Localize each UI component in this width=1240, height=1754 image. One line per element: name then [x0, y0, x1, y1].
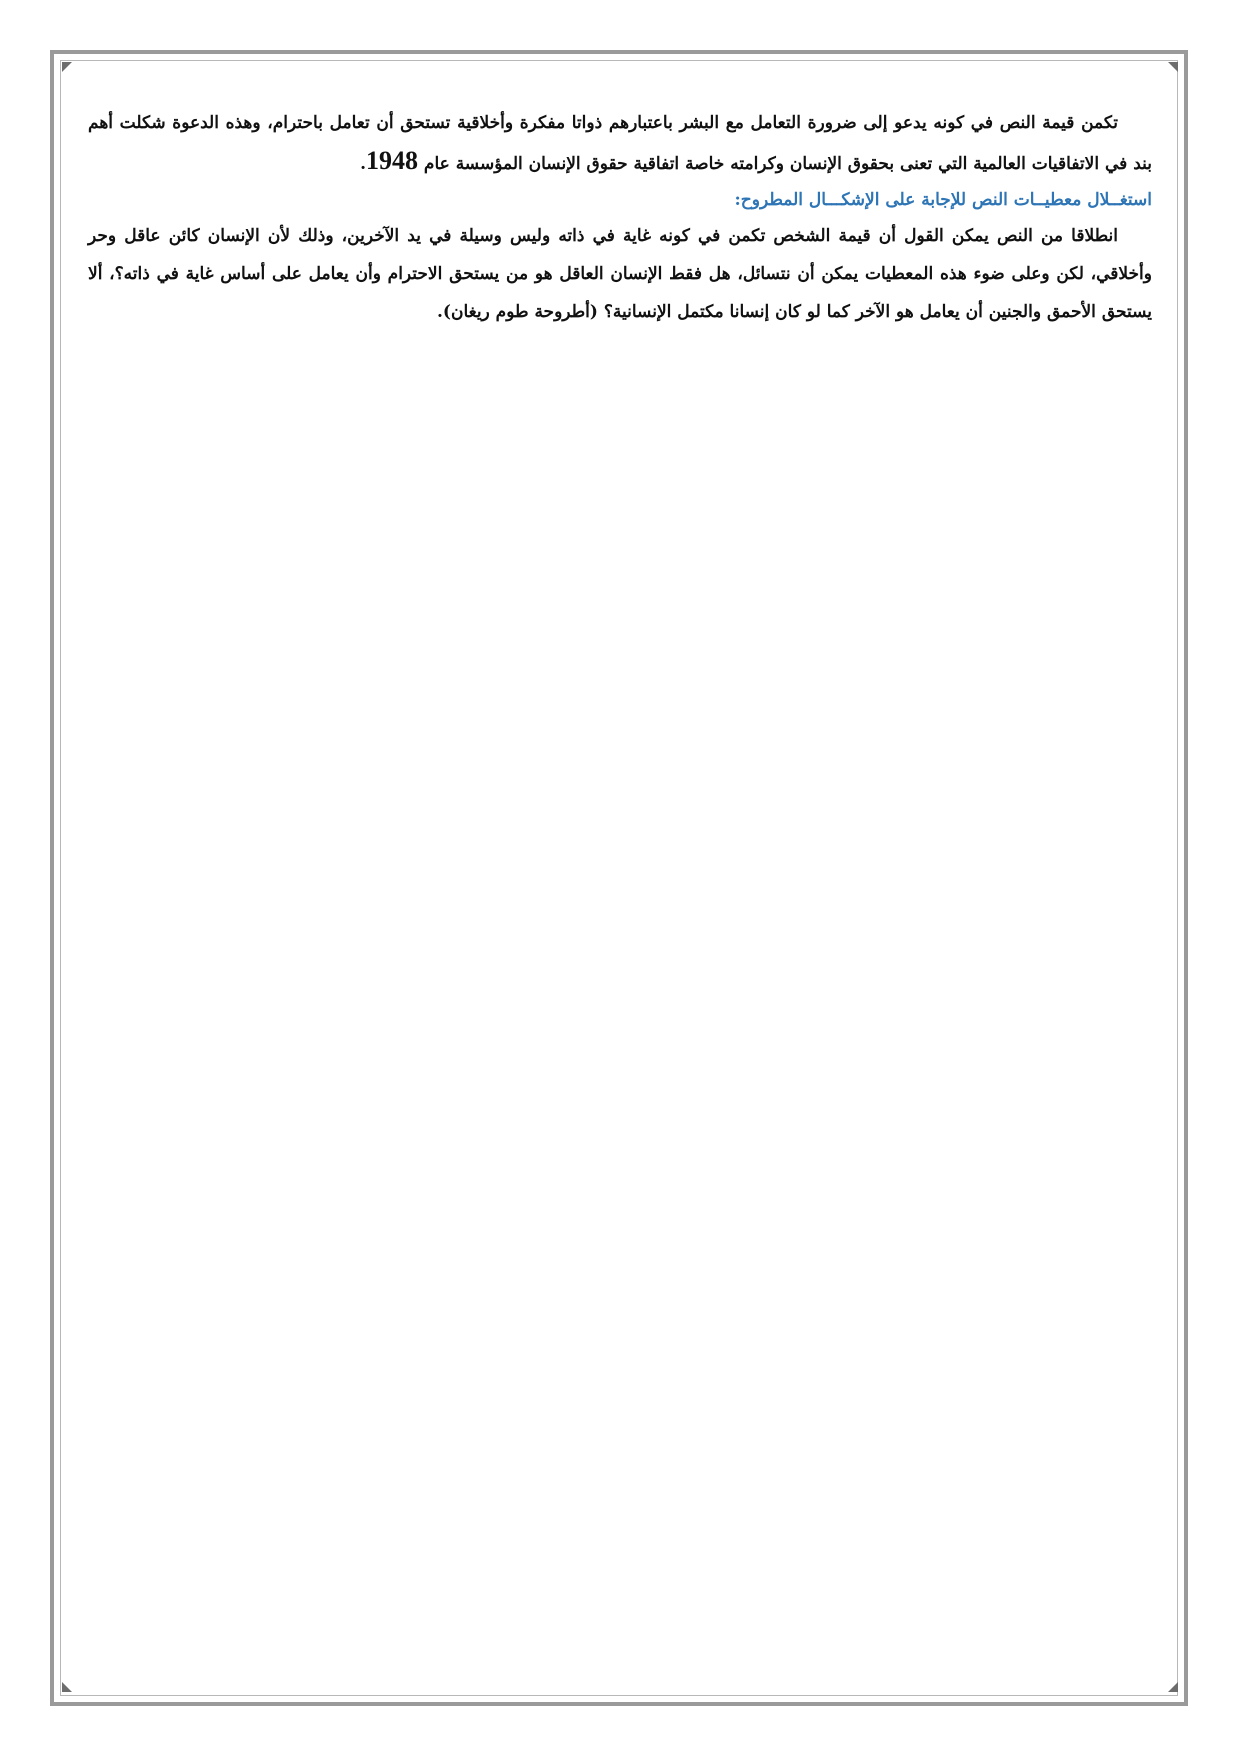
paragraph-text-value [88, 104, 1152, 183]
border-corner-bottom-right [1168, 1682, 1178, 1692]
year-value: 1948 [366, 146, 418, 175]
paragraph-end-mark: . [360, 154, 366, 174]
border-corner-bottom-left [62, 1682, 72, 1692]
paragraph-exploitation: انطلاقا من النص يمكن القول أن قيمة الشخص تكمن في كونه غاية في ذاته وليس وسيلة في يد الآخرين، وذلك لأن الإنسان كائن عاقل وحر وأخلاقي، لكن وعلى ضوء هذه المعطيات يمكن أن نتسائل، هل فقط الإنسان العاقل هو من يستحق الاحترام وأن يعامل على أساس غاية في ذاته؟، ألا يستحق الأحمق والجنين أن يعامل هو الآخر كما لو كان إنسانا مكتمل الإنسانية؟ (أطروحة طوم ريغان). [88, 226, 1152, 322]
document-body [88, 104, 1152, 331]
section-heading: استغــلال معطيــات النص للإجابة على الإشكـــال المطروح: [734, 190, 1152, 210]
border-corner-top-left [62, 62, 72, 72]
paragraph-text-main: تكمن قيمة النص في كونه يدعو إلى ضرورة التعامل مع البشر باعتبارهم ذواتا مفكرة وأخلاقية تستحق أن تعامل باحترام، وهذه الدعوة شكلت أهم بند في الاتفاقيات العالمية التي تعنى بحقوق الإنسان وكرامته خاصة اتفاقية حقوق الإنسان المؤسسة عام [88, 113, 1152, 174]
border-corner-top-right [1168, 62, 1178, 72]
